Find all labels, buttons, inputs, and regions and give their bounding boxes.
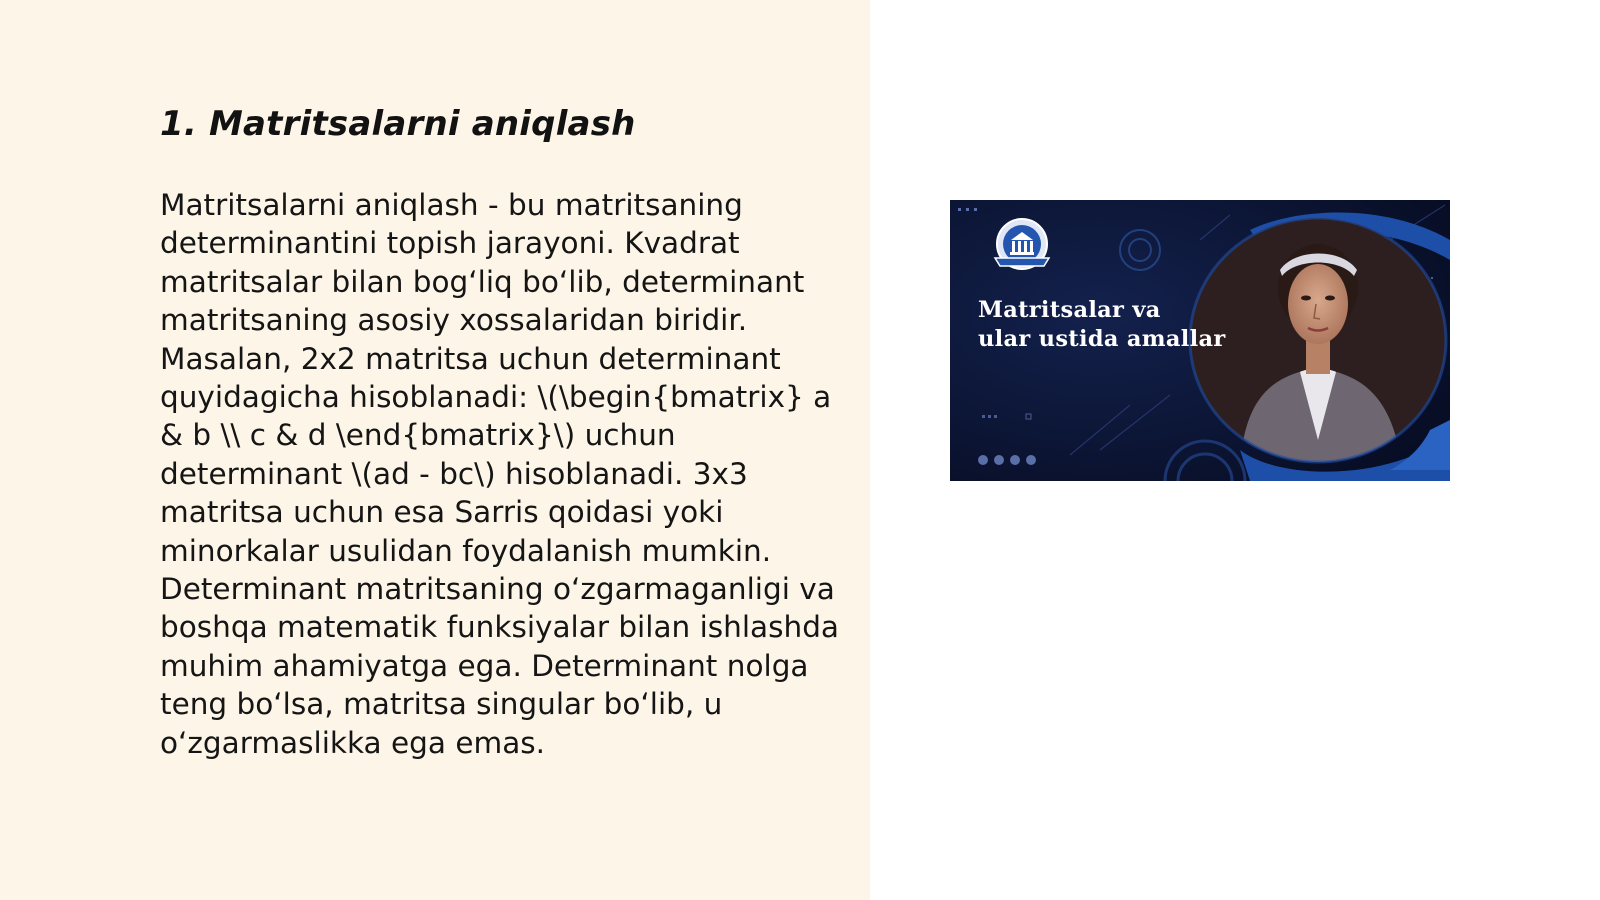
thumbnail-title-line-2: ular ustida amallar: [978, 326, 1226, 352]
slide-paragraph: Matritsalarni aniqlash - bu matritsaning determinantini topish jarayoni. Kvadrat matritsalar bilan bog‘liq bo‘lib, determinant matritsaning asosiy xossalaridan biridir. Masalan, 2x2 matritsa uchun determinant quyidagicha hisoblanadi: \(\begin{bmatrix} a & b \\ c & d \end{bmatrix}\) uchun determinant \(ad - bc\) hisoblanadi. 3x3 matritsa uchun esa Sarris qoidasi yoki minorkalar usulidan foydalanish mumkin. Determinant matritsaning o‘zgarmaganligi va boshqa matematik funksiyalar bilan ishlashda muhim ahamiyatga ega. Determinant nolga teng bo‘lsa, matritsa singular bo‘lib, u o‘zgarmaslikka ega emas.: [160, 188, 840, 760]
thumbnail-title: [978, 296, 1225, 354]
thumbnail-title-line-1: Matritsalar va: [978, 297, 1161, 323]
university-building-icon: [995, 219, 1049, 269]
slide-heading: 1. Matritsalarni aniqlash: [160, 104, 636, 144]
video-thumbnail: [950, 200, 1450, 481]
